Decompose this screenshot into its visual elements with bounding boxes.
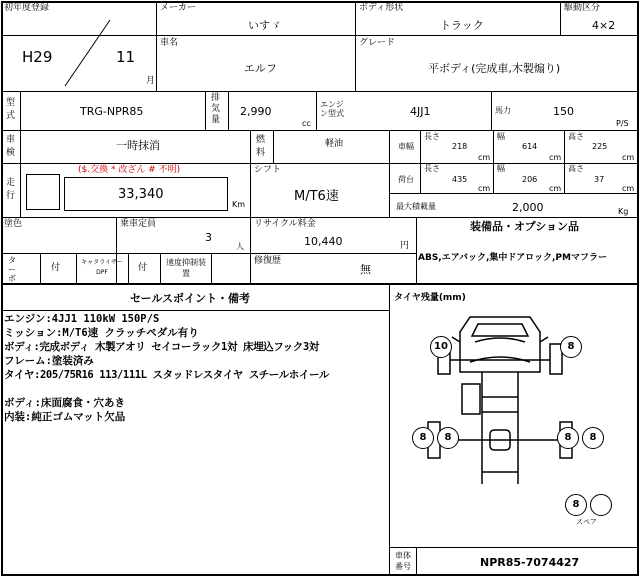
- date-slash: [60, 18, 115, 88]
- cargo-len-unit: cm: [478, 184, 491, 193]
- tire-front-left: 10: [430, 336, 452, 358]
- cab-label: 車幅: [398, 142, 414, 151]
- cab-len-label: 長さ: [424, 132, 440, 141]
- inspection-label: 車検: [6, 135, 16, 158]
- cab-height-unit: cm: [622, 153, 635, 162]
- fuel-value: 軽油: [325, 139, 344, 149]
- cab-width-label: 幅: [497, 132, 505, 141]
- cargo-height-label: 高さ: [568, 164, 584, 173]
- grade-value: 平ボディ(完成車,木製煽り): [428, 62, 561, 75]
- equipment-title: 装備品・オプション品: [470, 220, 580, 233]
- tire-rear-right-inner: 8: [557, 427, 579, 449]
- recycle-label: リサイクル料金: [254, 219, 316, 229]
- mileage-note: ($.交換 * 改ざん # 不明): [78, 165, 181, 175]
- cargo-len-value: 435: [452, 175, 468, 184]
- kg-unit: Kg: [618, 207, 629, 216]
- grade-label: グレード: [359, 38, 396, 48]
- mileage-mark-box: [26, 174, 60, 210]
- speed-limiter-label: 速度抑制装置: [166, 258, 206, 278]
- ps-unit: P/S: [616, 119, 629, 128]
- cab-len-value: 218: [452, 142, 468, 151]
- cargo-len-label: 長さ: [424, 164, 440, 173]
- engine-value: 4JJ1: [410, 105, 431, 118]
- reg-year-value: H29: [22, 48, 53, 66]
- catalyst-value: 付: [138, 263, 148, 273]
- max-load-value: 2,000: [512, 201, 544, 214]
- sales-line: 内装:純正ゴムマット欠品: [4, 411, 126, 423]
- cargo-width-value: 206: [522, 175, 538, 184]
- mileage-label: 走行: [6, 178, 16, 201]
- turbo-label: ターボ: [8, 256, 16, 283]
- sales-line: タイヤ:205/75R16 113/111L スタッドレスタイヤ スチールホイール: [4, 369, 329, 381]
- recycle-value: 10,440: [304, 235, 343, 248]
- tire-rear-right-outer: 8: [582, 427, 604, 449]
- tire-spare: 8: [565, 494, 587, 516]
- chassis-number: NPR85-7074427: [480, 556, 580, 569]
- body-type-value: トラック: [440, 19, 484, 32]
- inspection-value: 一時抹消: [116, 139, 160, 152]
- repair-value: 無: [360, 263, 371, 276]
- displacement-value: 2,990: [240, 105, 272, 118]
- cab-width-unit: cm: [549, 153, 562, 162]
- model-label: 型式: [6, 98, 16, 121]
- model-value: TRG-NPR85: [80, 105, 144, 118]
- person-unit: 人: [236, 242, 244, 251]
- car-name-value: エルフ: [244, 62, 277, 75]
- turbo-value: 付: [51, 263, 61, 273]
- cargo-width-label: 幅: [497, 164, 505, 173]
- cc-unit: cc: [302, 119, 311, 128]
- cargo-height-unit: cm: [622, 184, 635, 193]
- cargo-width-unit: cm: [549, 184, 562, 193]
- drive-label: 駆動区分: [564, 3, 601, 13]
- catalyst-label: キャタライザー DPF: [81, 259, 123, 276]
- tire-front-right: 8: [560, 336, 582, 358]
- month-unit: 月: [146, 76, 156, 86]
- sales-line: ミッション:M/T6速 クラッチペダル有り: [4, 327, 199, 339]
- tire-rear-left-inner: 8: [437, 427, 459, 449]
- cab-height-value: 225: [592, 142, 608, 151]
- sales-line: [4, 384, 386, 398]
- sales-line: フレーム:塗装済み: [4, 355, 94, 367]
- sales-line: ボディ:床面腐食・穴あき: [4, 397, 125, 409]
- color-label: 塗色: [4, 219, 23, 229]
- fuel-label: 燃料: [256, 135, 266, 158]
- power-label: 馬力: [495, 106, 511, 115]
- cargo-label: 荷台: [398, 175, 414, 184]
- cargo-height-value: 37: [594, 175, 605, 184]
- car-name-label: 車名: [160, 38, 179, 48]
- mileage-value: 33,340: [118, 187, 164, 202]
- equipment-value: ABS,エアバック,集中ドアロック,PMマフラー: [418, 253, 607, 263]
- displacement-label: 排気量: [211, 93, 221, 125]
- chassis-label: 車体番号: [395, 551, 411, 571]
- sales-line: ボディ:完成ボディ 木製アオリ セイコーラック1対 床埋込フック3対: [4, 341, 319, 353]
- power-value: 150: [553, 105, 574, 118]
- sales-title: セールスポイント・備考: [130, 292, 251, 305]
- yen-unit: 円: [400, 241, 410, 251]
- tire-title: タイヤ残量(mm): [394, 293, 466, 303]
- body-type-label: ボディ形状: [359, 3, 404, 13]
- cab-width-value: 614: [522, 142, 538, 151]
- cab-len-unit: cm: [478, 153, 491, 162]
- maker-value: いすゞ: [248, 19, 281, 32]
- tire-rear-left-outer: 8: [412, 427, 434, 449]
- shift-label: シフト: [254, 165, 282, 175]
- sales-line: エンジン:4JJ1 110kW 150P/S: [4, 313, 160, 325]
- shift-value: M/T6速: [294, 189, 339, 204]
- cab-height-label: 高さ: [568, 132, 584, 141]
- engine-label: エンジン型式: [320, 100, 344, 118]
- capacity-label: 乗車定員: [120, 219, 157, 229]
- max-load-label: 最大積載量: [396, 202, 436, 211]
- capacity-value: 3: [205, 231, 212, 244]
- tire-spare-empty: [590, 494, 612, 516]
- spare-label: スペア: [576, 518, 597, 526]
- repair-label: 修復歴: [254, 256, 282, 266]
- mileage-unit: Km: [232, 200, 246, 209]
- maker-label: メーカー: [160, 3, 196, 13]
- reg-month-value: 11: [116, 48, 136, 66]
- drive-value: 4×2: [592, 19, 616, 32]
- reg-year-label: 初年度登録: [4, 3, 50, 13]
- sales-notes: [4, 314, 386, 426]
